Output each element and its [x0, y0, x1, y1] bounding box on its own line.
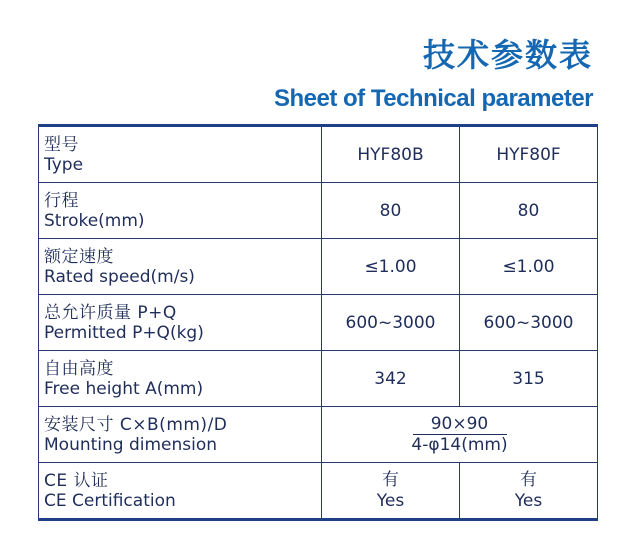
- cell-hyf80f-stroke: 80: [460, 183, 598, 239]
- row-label: [39, 351, 322, 407]
- row-label-cn: 行程: [44, 190, 79, 211]
- row-label-en: Rated speed(m/s): [44, 266, 195, 287]
- cell-hyf80b-rated-speed: ≤1.00: [322, 239, 460, 295]
- page-title-chinese: 技术参数表: [422, 36, 593, 74]
- table-row-ce-certification: [39, 463, 598, 520]
- row-label-cn: 型号: [44, 134, 79, 155]
- row-label-en: Stroke(mm): [44, 210, 145, 231]
- row-label-cn: 安装尺寸 C×B(mm)/D: [44, 414, 228, 435]
- row-label: [39, 407, 322, 463]
- row-label-en: Permitted P+Q(kg): [44, 322, 204, 343]
- ce-value-en: Yes: [376, 490, 405, 511]
- cell-hyf80f-free-height: 315: [460, 351, 598, 407]
- table-row-stroke: [39, 183, 598, 239]
- table-row-mounting-dimension: [39, 407, 598, 463]
- ce-value-cn: 有: [520, 469, 537, 490]
- cell-hyf80f-type: HYF80F: [460, 126, 598, 183]
- mounting-dimension-top: 90×90: [413, 414, 507, 435]
- page-title-english: Sheet of Technical parameter: [274, 85, 593, 112]
- cell-mounting-dimension-merged: [322, 407, 598, 463]
- row-label-cn: CE 认证: [44, 470, 109, 491]
- row-label-en: Type: [44, 154, 84, 175]
- cell-hyf80f-rated-speed: ≤1.00: [460, 239, 598, 295]
- row-label: [39, 463, 322, 520]
- technical-parameter-table: [38, 124, 598, 521]
- row-label: [39, 239, 322, 295]
- row-label-cn: 额定速度: [44, 246, 114, 267]
- table-row-type: [39, 126, 598, 183]
- row-label-cn: 总允许质量 P+Q: [44, 302, 177, 323]
- cell-hyf80b-stroke: 80: [322, 183, 460, 239]
- table-row-permitted-mass: [39, 295, 598, 351]
- cell-hyf80b-permitted-mass: 600~3000: [322, 295, 460, 351]
- row-label: [39, 183, 322, 239]
- cell-hyf80b-ce: [322, 463, 460, 520]
- row-label: [39, 295, 322, 351]
- row-label-en: Mounting dimension: [44, 434, 218, 455]
- row-label-en: Free height A(mm): [44, 378, 204, 399]
- row-label-cn: 自由高度: [44, 358, 114, 379]
- cell-hyf80b-free-height: 342: [322, 351, 460, 407]
- table-row-free-height: [39, 351, 598, 407]
- ce-value-en: Yes: [514, 490, 543, 511]
- cell-hyf80f-ce: [460, 463, 598, 520]
- row-label: [39, 126, 322, 183]
- cell-hyf80b-type: HYF80B: [322, 126, 460, 183]
- cell-hyf80f-permitted-mass: 600~3000: [460, 295, 598, 351]
- row-label-en: CE Certification: [44, 490, 176, 511]
- mounting-dimension-bottom: 4-φ14(mm): [411, 434, 508, 455]
- table-row-rated-speed: [39, 239, 598, 295]
- ce-value-cn: 有: [382, 469, 399, 490]
